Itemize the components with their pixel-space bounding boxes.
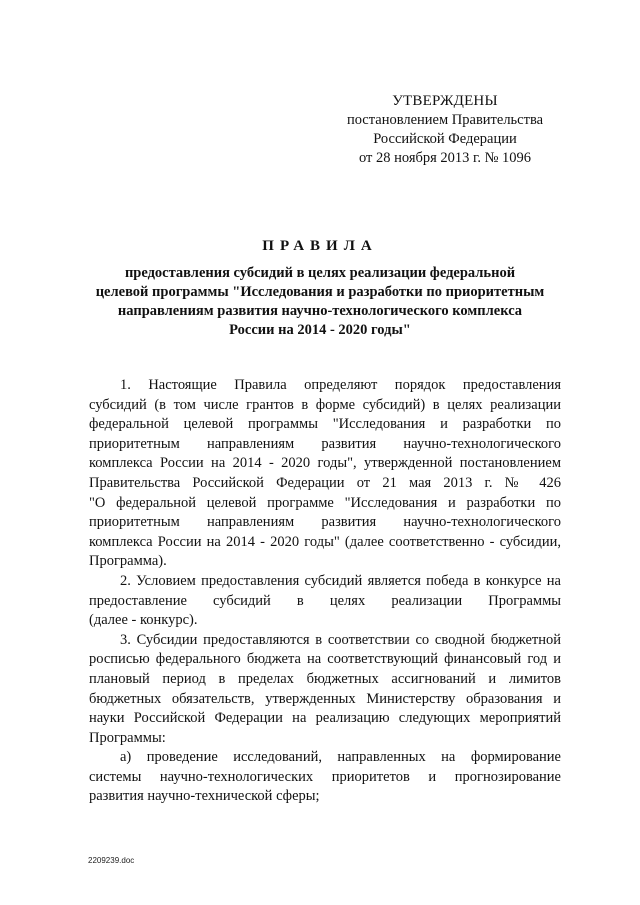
approval-heading: УТВЕРЖДЕНЫ — [392, 93, 498, 109]
text-line: "О федеральной целевой программе "Исследования и разработки по — [89, 494, 561, 511]
text-line: Правительства Российской Федерации от 21 мая 2013 г. № 426 — [89, 474, 561, 491]
subtitle-line: предоставления субсидий в целях реализации федеральной — [124, 265, 516, 281]
text-line: субсидий (в том числе грантов в форме субсидий) в целях реализации — [89, 396, 561, 413]
text-line: а) проведение исследований, направленных на формирование — [120, 749, 561, 766]
text-line: плановый период в пределах бюджетных ассигнований и лимитов — [89, 670, 561, 687]
text-line: приоритетным направлениям развития научно-технологического — [89, 435, 561, 452]
footer-filename: 2209239.doc — [88, 856, 135, 865]
text-line: приоритетным направлениям развития научно-технологического — [89, 514, 561, 531]
approval-stamp-block — [330, 92, 560, 168]
paragraph-2 — [89, 572, 561, 631]
text-line: 2. Условием предоставления субсидий является победа в конкурсе на — [120, 572, 561, 589]
subtitle-line: России на 2014 - 2020 годы" — [229, 322, 411, 338]
subtitle-line: целевой программы "Исследования и разработки по приоритетным — [95, 284, 545, 300]
document-title: ПРАВИЛА — [262, 238, 378, 254]
text-line: науки Российской Федерации на реализацию следующих мероприятий — [89, 710, 561, 727]
text-line: 1. Настоящие Правила определяют порядок предоставления — [120, 377, 561, 393]
text-line: Программа). — [89, 553, 167, 570]
text-line: федеральной целевой программы "Исследования и разработки по — [89, 416, 561, 433]
paragraph-3 — [89, 631, 561, 749]
document-body — [89, 376, 561, 807]
text-line: Программы: — [89, 729, 166, 746]
subtitle-line: направлениям развития научно-технологического комплекса — [117, 303, 523, 319]
paragraph-1 — [89, 376, 561, 572]
text-line: бюджетных обязательств, утвержденных Министерству образования и — [89, 690, 561, 707]
text-line: системы научно-технологических приоритетов и прогнозирование — [89, 768, 561, 785]
text-line: развития научно-технической сферы; — [89, 788, 320, 805]
text-line: 3. Субсидии предоставляются в соответствии со сводной бюджетной — [120, 631, 561, 648]
text-line: (далее - конкурс). — [89, 612, 198, 629]
text-line: комплекса России на 2014 - 2020 годы", утвержденной постановлением — [89, 455, 561, 472]
paragraph-3a — [89, 748, 561, 807]
text-line: предоставление субсидий в целях реализации Программы — [89, 592, 561, 609]
approval-line: Российской Федерации — [373, 131, 517, 147]
document-subtitle — [90, 264, 550, 340]
approval-line: постановлением Правительства — [346, 112, 544, 128]
text-line: росписью федерального бюджета на соответствующий финансовый год и — [89, 651, 561, 668]
text-line: комплекса России на 2014 - 2020 годы" (далее соответственно - субсидии, — [89, 533, 561, 550]
approval-line: от 28 ноября 2013 г. № 1096 — [358, 150, 532, 166]
